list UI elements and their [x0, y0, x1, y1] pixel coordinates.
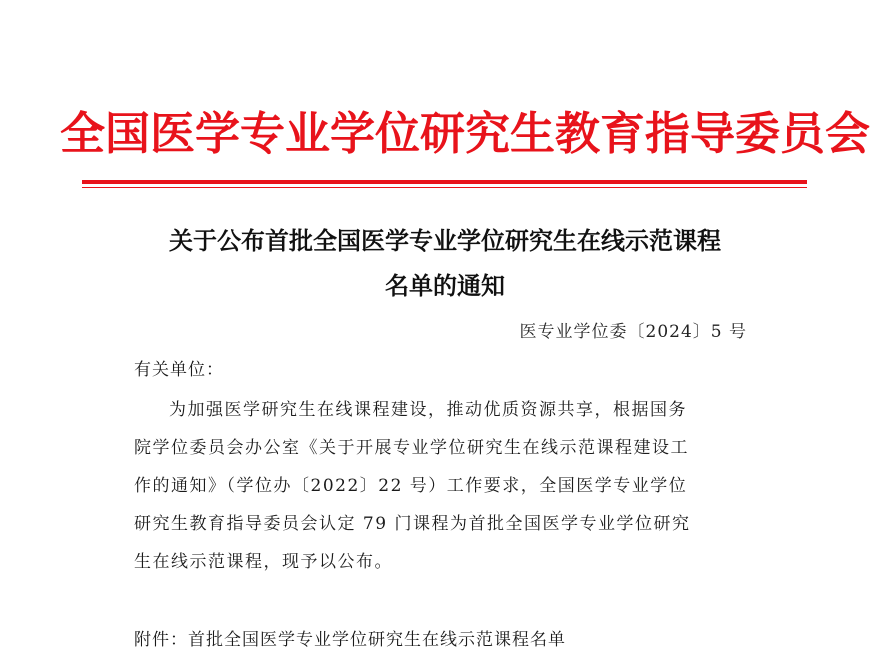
- body-line-1: 为加强医学研究生在线课程建设，推动优质资源共享，根据国务: [169, 400, 687, 420]
- salutation: 有关单位：: [134, 360, 224, 380]
- document-number: 医专业学位委〔2024〕5 号: [519, 322, 747, 342]
- body-line-5: 生在线示范课程，现予以公布。: [134, 552, 393, 572]
- masthead-rule-thick: [82, 180, 807, 184]
- masthead-rule-thin: [82, 187, 807, 188]
- notice-title-line-2: 名单的通知: [385, 272, 505, 300]
- masthead-title: 全国医学专业学位研究生教育指导委员会: [60, 107, 871, 160]
- attachment-line: 附件：首批全国医学专业学位研究生在线示范课程名单: [134, 630, 566, 650]
- body-line-4: 研究生教育指导委员会认定 79 门课程为首批全国医学专业学位研究: [134, 514, 691, 534]
- body-line-2: 院学位委员会办公室《关于开展专业学位研究生在线示范课程建设工: [134, 438, 689, 458]
- notice-title-line-1: 关于公布首批全国医学专业学位研究生在线示范课程: [169, 227, 721, 255]
- body-line-3: 作的通知》（学位办〔2022〕22 号）工作要求，全国医学专业学位: [134, 476, 688, 496]
